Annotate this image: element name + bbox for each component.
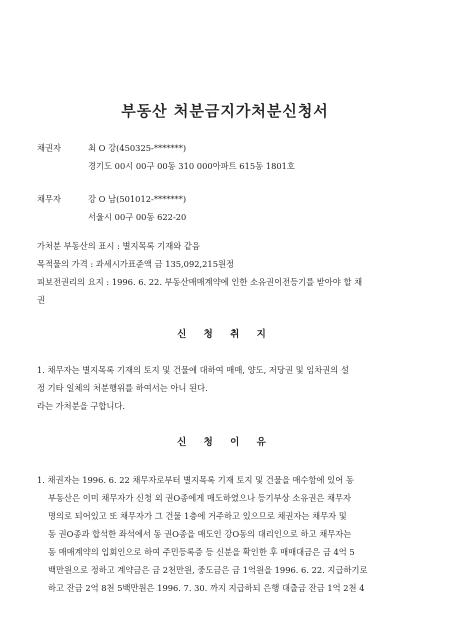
purpose-line: 정 기타 일체의 처분행위를 하여서는 아니 된다. — [37, 383, 208, 393]
reasons-line: 하고 잔금 2억 8천 5백만원은 1996. 7. 30. 까지 지급하되 은행 대출금 잔금 1억 2천 4 — [48, 583, 365, 593]
detail-right-summary-cont: 권 — [37, 295, 46, 305]
reasons-line: 백만원으로 정하고 계약금은 금 2천만원, 중도금은 금 1억원을 1996. 6. 22. 지급하기로 — [48, 565, 368, 575]
purpose-line: 1. 채무자는 별지목록 기재의 토지 및 건물에 대하여 매매, 양도, 저당권 및 임차권의 설 — [37, 365, 349, 375]
reasons-line: 동 권O종과 합석한 좌석에서 동 권O종을 매도인 강O동의 대리인으로 하고 채무자는 — [48, 529, 352, 539]
debtor-name: 강 O 남(501012-*******) — [88, 194, 187, 204]
creditor-label: 채권자 — [37, 143, 62, 153]
reasons-line: 1. 채권자는 1996. 6. 22 채무자로부터 별지목록 기재 토지 및 건물을 매수함에 있어 동 — [37, 475, 354, 485]
purpose-line: 라는 가처분을 구합니다. — [37, 401, 126, 411]
debtor-label: 채무자 — [37, 194, 62, 204]
reasons-line: 명의로 되어있고 또 채무자가 그 건물 1층에 거주하고 있으므로 채권자는 채무자 및 — [48, 511, 347, 521]
creditor-name: 최 O 강(450325-*******) — [88, 143, 187, 153]
document-title: 부동산 처분금지가처분신청서 — [121, 102, 329, 120]
reasons-line: 동 매매계약의 입회인으로 하여 주민등록증 등 신분을 확인한 후 매매대금은 금 4억 5 — [48, 547, 355, 557]
debtor-address: 서울시 00구 00동 622-20 — [88, 212, 187, 222]
creditor-address: 경기도 00시 00구 00동 310 000아파트 615동 1801호 — [88, 161, 295, 171]
detail-right-summary: 피보전권리의 요지 : 1996. 6. 22. 부동산매매계약에 인한 소유권이전등기를 받아야 할 채 — [37, 277, 363, 287]
reasons-line: 부동산은 이미 채무자가 신청 외 권O종에게 매도하였으나 등기부상 소유권은 채무자 — [48, 493, 352, 503]
reasons-heading: 신 청 이 유 — [177, 437, 273, 448]
detail-value: 목적물의 가격 : 과세시가표준액 금 135,092,215원정 — [37, 259, 235, 269]
purpose-heading: 신 청 취 지 — [177, 329, 273, 340]
detail-property: 가처분 부동산의 표시 : 별지목록 기재와 같음 — [37, 241, 200, 251]
